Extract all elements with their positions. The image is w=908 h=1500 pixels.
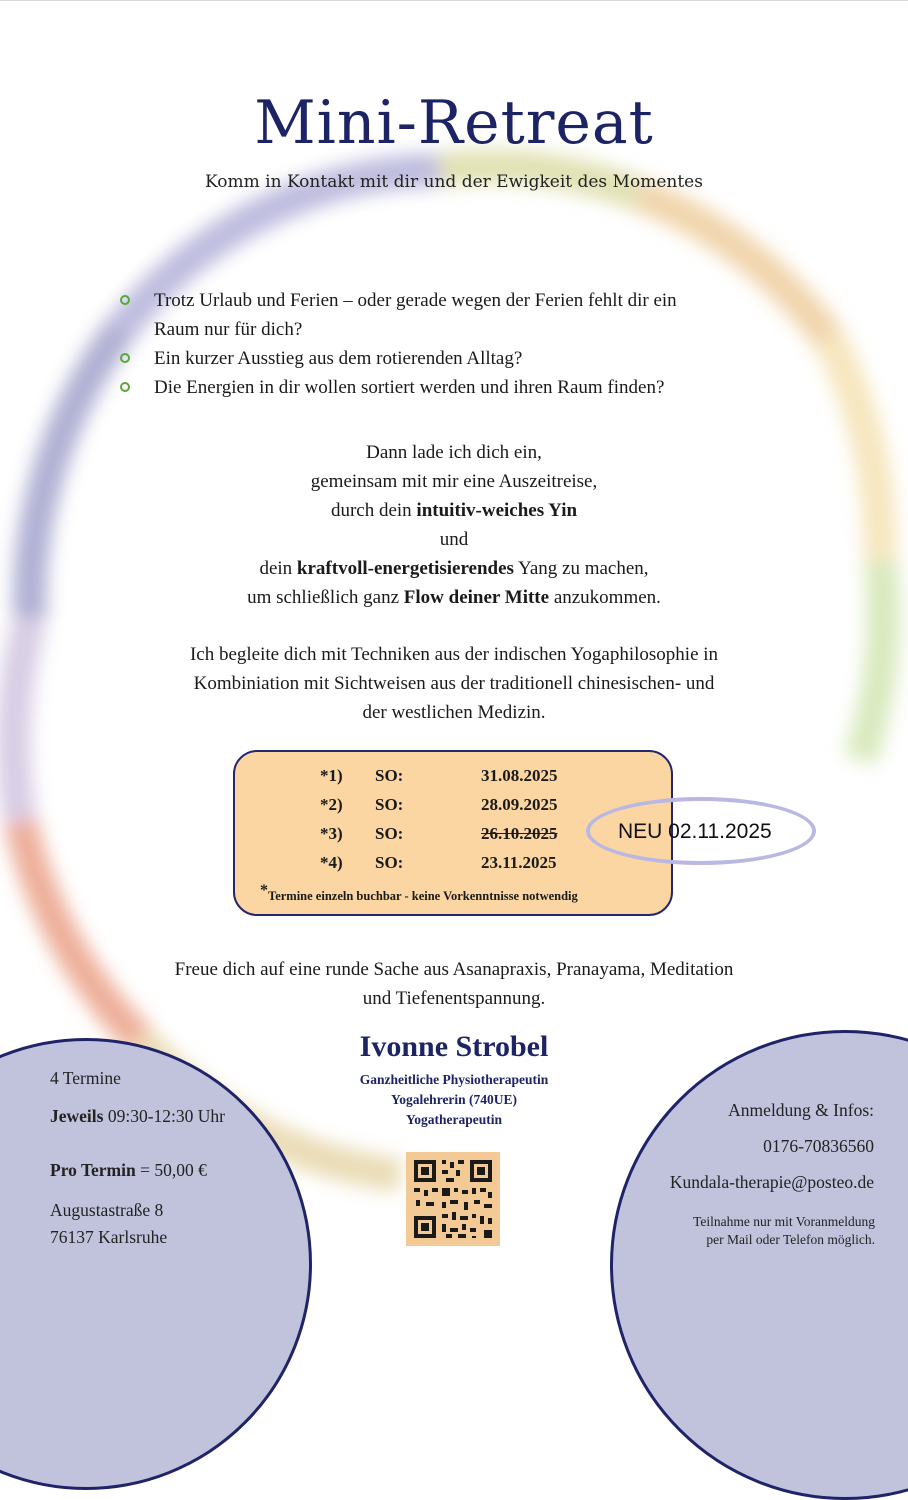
bullet-icon <box>120 353 130 363</box>
question-list <box>120 286 840 402</box>
teacher-role: Yogalehrerin (740UE) <box>390 1092 518 1107</box>
session-time: Jeweils 09:30-12:30 Uhr <box>50 1106 225 1126</box>
session-count: 4 Termine <box>50 1068 121 1088</box>
page-subtitle: Komm in Kontakt mit dir und der Ewigkeit des Momentes <box>205 172 703 192</box>
address-city: 76137 Karlsruhe <box>50 1227 168 1247</box>
list-item: Trotz Urlaub und Ferien – oder gerade wegen der Ferien fehlt dir ein Raum nur für dich? <box>120 286 840 344</box>
session-price: Pro Termin = 50,00 € <box>50 1160 207 1180</box>
qr-code-icon[interactable] <box>406 1152 500 1246</box>
contact-phone[interactable]: 0176-70836560 <box>763 1136 874 1156</box>
teacher-role: Ganzheitliche Physiotherapeutin <box>359 1072 549 1087</box>
dates-note: *Termine einzeln buchbar - keine Vorkenntnisse notwendig <box>260 882 578 904</box>
registration-note: Teilnahme nur mit Voranmeldung per Mail oder Telefon möglich. <box>693 1214 875 1247</box>
contact-label: Anmeldung & Infos: <box>728 1100 874 1120</box>
invitation-text: Dann lade ich dich ein, gemeinsam mit mir eine Auszeitreise, durch dein intuitiv-weiches Yin und dein kraftvoll-energetisierendes Yang zu machen, um schließlich ganz Flow deiner Mitte anzukommen. <box>247 442 661 608</box>
dates-box: *1) SO: 31.08.2025 *2) SO: 28.09.2025 *3) SO: 26.10.2025 *4) SO: 23.11.2025 *Termine einzeln buchbar - keine Vorkenntnisse notwendig <box>233 750 673 916</box>
address-street: Augustastraße 8 <box>50 1200 164 1220</box>
description-text: Ich begleite dich mit Techniken aus der indischen Yogaphilosophie in Kombiniation mit Sichtweisen aus der traditionell chinesischen- und der westlichen Medizin. <box>189 644 719 723</box>
closing-text: Freue dich auf eine runde Sache aus Asanapraxis, Pranayama, Meditation und Tiefenentspannung. <box>174 959 734 1009</box>
list-item: Ein kurzer Ausstieg aus dem rotierenden Alltag? <box>120 344 840 373</box>
teacher-role: Yogatherapeutin <box>405 1112 502 1127</box>
bullet-icon <box>120 382 130 392</box>
page-title: Mini-Retreat <box>254 88 654 158</box>
contact-email[interactable]: Kundala-therapie@posteo.de <box>669 1172 874 1192</box>
new-date-label: NEU 02.11.2025 <box>618 820 772 843</box>
teacher-name: Ivonne Strobel <box>359 1030 549 1063</box>
bullet-icon <box>120 295 130 305</box>
list-item: Die Energien in dir wollen sortiert werden und ihren Raum finden? <box>120 373 840 402</box>
